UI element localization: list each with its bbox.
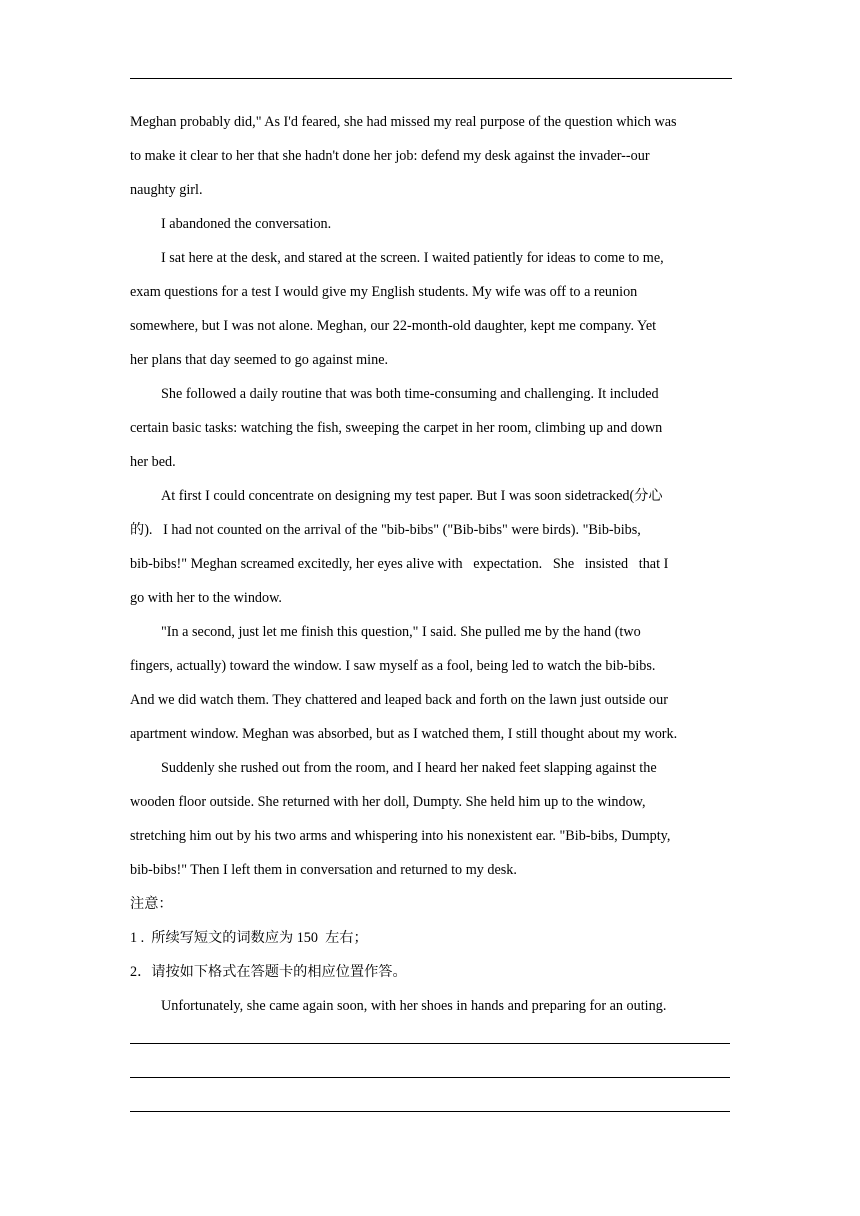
passage-line: exam questions for a test I would give my English students. My wife was off to a reunion bbox=[130, 284, 638, 300]
passage-line: somewhere, but I was not alone. Meghan, our 22-month-old daughter, kept me company. Yet bbox=[130, 318, 657, 334]
notes-list bbox=[130, 921, 732, 989]
passage-line: And we did watch them. They chattered and leaped back and forth on the lawn just outside our bbox=[130, 692, 668, 708]
answer-underline bbox=[130, 1111, 730, 1112]
passage-line: wooden floor outside. She returned with her doll, Dumpty. She held him up to the window, bbox=[130, 794, 646, 810]
answer-line[interactable] bbox=[130, 1091, 732, 1125]
passage-line: naughty girl. bbox=[130, 182, 203, 198]
document-body bbox=[130, 105, 732, 1125]
header-rule bbox=[130, 78, 732, 79]
answer-line[interactable] bbox=[130, 1023, 732, 1057]
passage-line: At first I could concentrate on designing my test paper. But I was soon sidetracked(分心 bbox=[161, 488, 663, 504]
passage-line: her bed. bbox=[130, 454, 176, 470]
passage bbox=[130, 105, 732, 887]
answer-line[interactable] bbox=[130, 1057, 732, 1091]
passage-line: go with her to the window. bbox=[130, 590, 282, 606]
continuation-prompt: Unfortunately, she came again soon, with her shoes in hands and preparing for an outing. bbox=[161, 998, 667, 1014]
answer-underline bbox=[130, 1077, 730, 1078]
notes-title: 注意： bbox=[130, 896, 173, 912]
answer-underline bbox=[130, 1043, 730, 1044]
passage-line: bib-bibs!" Meghan screamed excitedly, her eyes alive with expectation. She insisted that I bbox=[130, 556, 669, 572]
passage-line: Meghan probably did," As I'd feared, she had missed my real purpose of the question which was bbox=[130, 114, 677, 130]
note-item: 1 . 所续写短文的词数应为 150 左右； bbox=[130, 930, 368, 946]
passage-line: I sat here at the desk, and stared at the screen. I waited patiently for ideas to come to me, bbox=[161, 250, 664, 266]
passage-line: fingers, actually) toward the window. I saw myself as a fool, being led to watch the bib-bibs. bbox=[130, 658, 656, 674]
passage-line: Suddenly she rushed out from the room, and I heard her naked feet slapping against the bbox=[161, 760, 657, 776]
answer-area bbox=[130, 1023, 732, 1125]
passage-line: apartment window. Meghan was absorbed, but as I watched them, I still thought about my work. bbox=[130, 726, 678, 742]
passage-line: stretching him out by his two arms and whispering into his nonexistent ear. "Bib-bibs, Dumpty, bbox=[130, 828, 671, 844]
passage-line: her plans that day seemed to go against mine. bbox=[130, 352, 389, 368]
passage-line: "In a second, just let me finish this question," I said. She pulled me by the hand (two bbox=[161, 624, 641, 640]
passage-line: 的). I had not counted on the arrival of the "bib-bibs" ("Bib-bibs" were birds). "Bib-bibs, bbox=[130, 522, 641, 538]
passage-line: I abandoned the conversation. bbox=[161, 216, 332, 232]
passage-line: She followed a daily routine that was both time-consuming and challenging. It included bbox=[161, 386, 659, 402]
note-item: 2．请按如下格式在答题卡的相应位置作答。 bbox=[130, 964, 407, 980]
passage-line: certain basic tasks: watching the fish, sweeping the carpet in her room, climbing up and down bbox=[130, 420, 663, 436]
passage-line: bib-bibs!" Then I left them in conversation and returned to my desk. bbox=[130, 862, 517, 878]
passage-line: to make it clear to her that she hadn't done her job: defend my desk against the invader--our bbox=[130, 148, 650, 164]
